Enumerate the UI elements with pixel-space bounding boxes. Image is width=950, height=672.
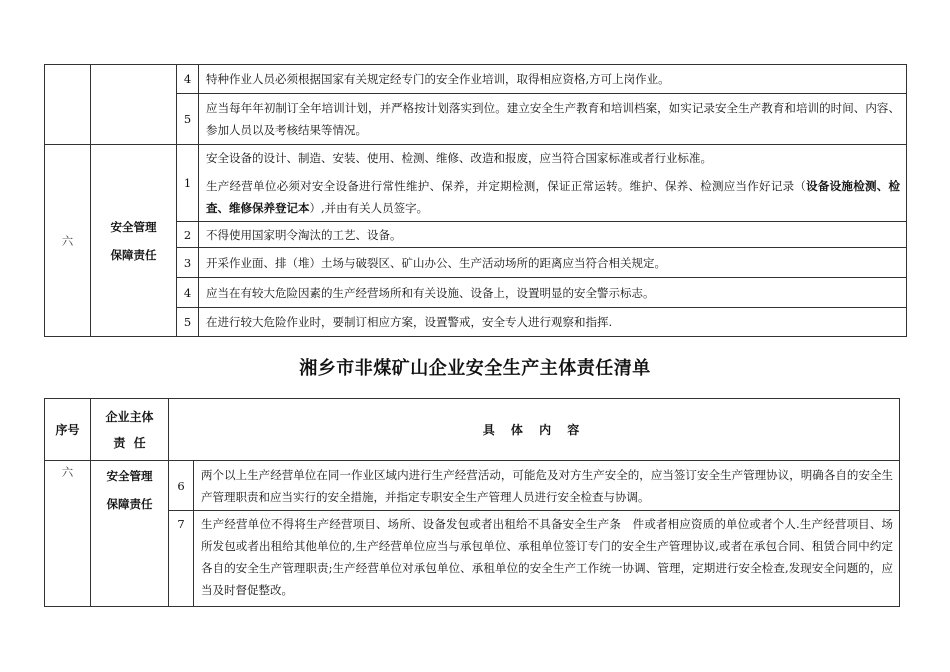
header-content: 具 体 内 容 bbox=[169, 399, 900, 461]
category-cell bbox=[91, 65, 177, 145]
item-number: 4 bbox=[177, 65, 199, 94]
item-paragraph: 安全设备的设计、制造、安装、使用、检测、维修、改造和报废，应当符合国家标准或者行业标准。 bbox=[206, 151, 712, 165]
item-number: 4 bbox=[177, 278, 199, 308]
section-seq: 六 bbox=[45, 145, 91, 337]
header-subject: 企业主体 责 任 bbox=[91, 399, 169, 461]
item-content: 生产经营单位不得将生产经营项目、场所、设备发包或者出租给不具备安全生产条 件或者相应资质的单位或者个人.生产经营项目、场所发包或者出租给其他单位的,生产经营单位应当与承包单位、承租单位签订专门的安全生产管理协议,或者在承包合同、租赁合同中约定各自的安全生产管理职责;生产经营单位对承包单位、承租单位的安全生产工作统一协调、管理，定期进行安全检查,发现安全问题的，应当及时督促整改。 bbox=[194, 511, 900, 607]
section-seq: 六 bbox=[45, 461, 91, 607]
section-category bbox=[91, 145, 177, 337]
bold-term: 设备设施检测、检查、维修保养登记本 bbox=[206, 179, 900, 215]
table-row bbox=[45, 461, 900, 511]
item-content: 不得使用国家明令淘汰的工艺、设备。 bbox=[199, 222, 907, 248]
section-category bbox=[91, 461, 169, 607]
item-content: 特种作业人员必须根据国家有关规定经专门的安全作业培训，取得相应资格,方可上岗作业。 bbox=[199, 65, 907, 94]
responsibility-table-bottom bbox=[44, 398, 900, 607]
table-row bbox=[45, 511, 900, 607]
table-row bbox=[45, 65, 907, 94]
item-content bbox=[199, 145, 907, 222]
item-number: 5 bbox=[177, 94, 199, 145]
item-number: 3 bbox=[177, 248, 199, 278]
table-row bbox=[45, 145, 907, 222]
item-number: 6 bbox=[169, 461, 194, 511]
page-title: 湘乡市非煤矿山企业安全生产主体责任清单 bbox=[299, 358, 651, 379]
item-number: 7 bbox=[169, 511, 194, 607]
item-paragraph: 生产经营单位必须对安全设备进行常性维护、保养，并定期检测，保证正常运转。维护、保养、检测应当作好记录（设备设施检测、检查、维修保养登记本）,并由有关人员签字。 bbox=[206, 179, 900, 215]
item-number: 5 bbox=[177, 308, 199, 337]
category-line: 安全管理 bbox=[106, 469, 153, 483]
item-number: 2 bbox=[177, 222, 199, 248]
item-content: 在进行较大危险作业时，要制订相应方案，设置警戒，安全专人进行观察和指挥. bbox=[199, 308, 907, 337]
item-number: 1 bbox=[177, 145, 199, 222]
item-content: 应当在有较大危险因素的生产经营场所和有关设施、设备上，设置明显的安全警示标志。 bbox=[199, 278, 907, 308]
item-content: 开采作业面、排（堆）土场与破裂区、矿山办公、生产活动场所的距离应当符合相关规定。 bbox=[199, 248, 907, 278]
responsibility-table-top bbox=[44, 64, 907, 337]
category-line: 安全管理 bbox=[110, 219, 157, 234]
category-line: 保障责任 bbox=[106, 497, 153, 511]
item-content: 两个以上生产经营单位在同一作业区域内进行生产经营活动，可能危及对方生产安全的，应当签订安全生产管理协议，明确各自的安全生产管理职责和应当实行的安全措施，并指定专职安全生产管理人员进行安全检查与协调。 bbox=[194, 461, 900, 511]
seq-cell bbox=[45, 65, 91, 145]
category-line: 保障责任 bbox=[110, 247, 157, 262]
item-content: 应当每年年初制订全年培训计划，并严格按计划落实到位。建立安全生产教育和培训档案，如实记录安全生产教育和培训的时间、内容、参加人员以及考核结果等情况。 bbox=[199, 94, 907, 145]
header-row bbox=[45, 399, 900, 461]
header-seq: 序号 bbox=[45, 399, 91, 461]
